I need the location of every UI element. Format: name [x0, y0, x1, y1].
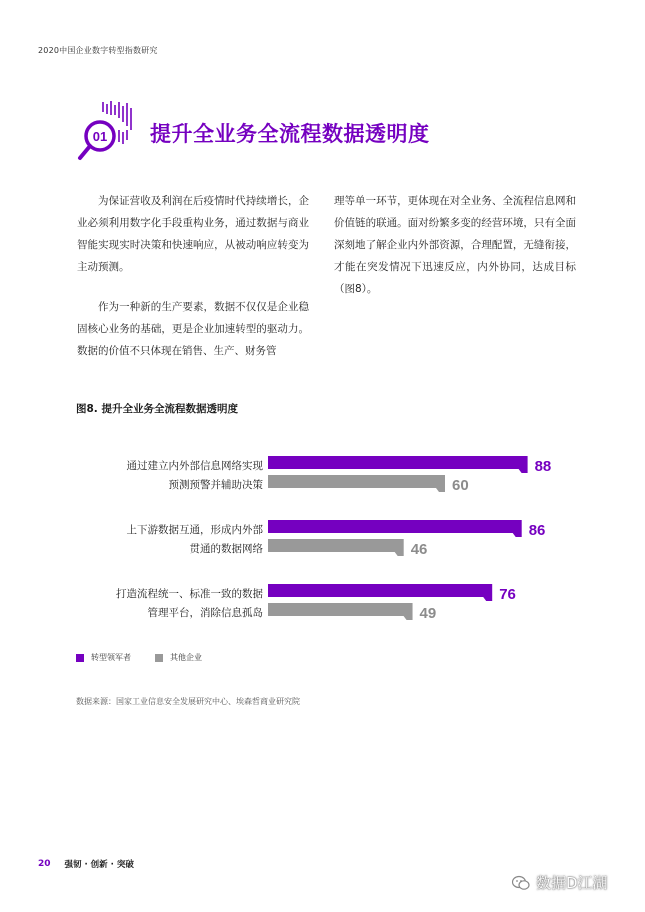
legend-label-leaders: 转型领军者 [91, 653, 131, 662]
bar-leaders [268, 584, 492, 601]
value-label-leaders: 76 [499, 586, 516, 603]
category-label: 管理平台，消除信息孤岛 [147, 607, 263, 619]
legend-swatch-leaders [76, 654, 84, 662]
figure-source: 数据来源：国家工业信息安全发展研究中心、埃森哲商业研究院 [76, 697, 300, 706]
value-label-others: 49 [419, 605, 437, 622]
footer [38, 858, 134, 870]
legend-item-others [155, 652, 202, 663]
category-label: 预测预警并辅助决策 [168, 479, 263, 491]
category-label: 贯通的数据网络 [189, 543, 263, 555]
bar-others [268, 539, 404, 556]
bar-leaders [268, 520, 522, 537]
bar-chart [0, 440, 645, 640]
body-paragraph: 为保证营收及利润在后疫情时代持续增长，企业必须利用数字化手段重构业务，通过数据与商业智能实现实时决策和快速响应，从被动响应转变为主动预测。 [77, 195, 309, 273]
value-label-others: 60 [452, 477, 469, 494]
chart-legend [76, 652, 226, 663]
page-number: 20 [38, 859, 51, 869]
body-left-column [77, 190, 309, 380]
header-title: 2020中国企业数字转型指数研究 [38, 46, 158, 55]
value-label-leaders: 86 [528, 522, 546, 539]
legend-swatch-others [155, 654, 163, 662]
category-label: 打造流程统一、标准一致的数据 [116, 588, 263, 600]
category-label: 上下游数据互通，形成内外部 [126, 524, 263, 536]
body-paragraph: 理等单一环节，更体现在对全业务、全流程信息网和价值链的联通。面对纷繁多变的经营环境，只有全面深刻地了解企业内外部资源，合理配置，无缝衔接，才能在突发情况下迅速反应，内外协同，达成目标（图8）。 [334, 195, 576, 295]
footer-motto: 强韧 · 创新 · 突破 [64, 860, 134, 870]
legend-item-leaders [76, 652, 131, 663]
value-label-others: 46 [410, 541, 428, 558]
bar-others [268, 603, 413, 620]
body-right-column [334, 190, 576, 318]
category-label: 通过建立内外部信息网络实现 [126, 460, 263, 472]
watermark-text: 数据D江湖 [536, 874, 608, 892]
value-label-leaders: 88 [534, 458, 552, 475]
bar-leaders [268, 456, 528, 473]
body-paragraph: 作为一种新的生产要素，数据不仅仅是企业稳固核心业务的基础，更是企业加速转型的驱动力。数据的价值不只体现在销售、生产、财务管 [77, 301, 309, 357]
watermark [512, 872, 608, 893]
section-title: 提升全业务全流程数据透明度 [150, 122, 430, 146]
legend-label-others: 其他企业 [170, 653, 202, 662]
magnifier-01-icon [74, 100, 138, 164]
icon-number: 01 [92, 129, 108, 144]
bar-others [268, 475, 445, 492]
figure-title: 图8. 提升全业务全流程数据透明度 [76, 403, 238, 415]
wechat-icon [512, 875, 530, 891]
